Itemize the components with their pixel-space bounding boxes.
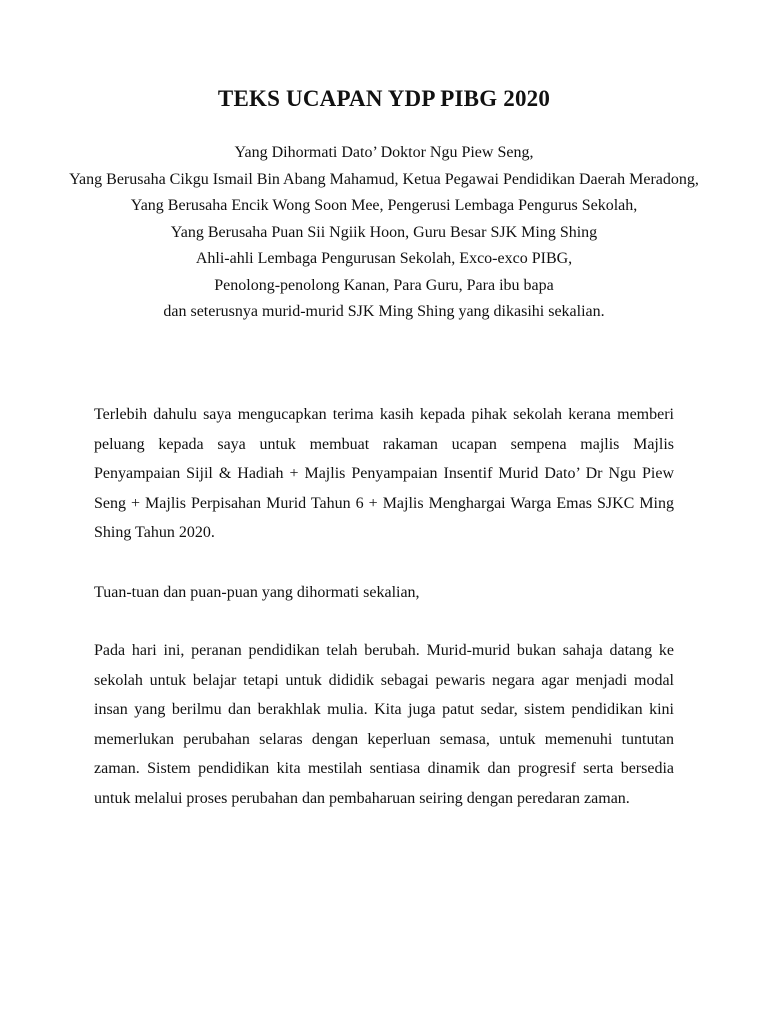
greeting-line: Penolong-penolong Kanan, Para Guru, Para ibu bapa (214, 276, 554, 294)
document-title: TEKS UCAPAN YDP PIBG 2020 (217, 86, 551, 111)
paragraph-education: Pada hari ini, peranan pendidikan telah berubah. Murid-murid bukan sahaja datang ke sekolah untuk belajar tetapi untuk dididik sebagai pewaris negara agar menjadi modal insan yang berilmu dan berakhlak mulia. Kita juga patut sedar, sistem pendidikan kini memerlukan perubahan selaras dengan keperluan semasa, untuk memenuhi tuntutan zaman. Sistem pendidikan kita mestilah sentiasa dinamik dan progresif serta bersedia untuk melalui proses perubahan dan pembaharuan seiring dengan peredaran zaman. (94, 642, 674, 807)
paragraph-thanks: Terlebih dahulu saya mengucapkan terima kasih kepada pihak sekolah kerana memberi peluang kepada saya untuk membuat rakaman ucapan sempena majlis Majlis Penyampaian Sijil & Hadiah + Majlis Penyampaian Insentif Murid Dato’ Dr Ngu Piew Seng + Majlis Perpisahan Murid Tahun 6 + Majlis Menghargai Warga Emas SJKC Ming Shing Tahun 2020. (94, 406, 674, 542)
greeting-line: Yang Dihormati Dato’ Doktor Ngu Piew Seng, (234, 144, 534, 161)
paragraph-address: Tuan-tuan dan puan-puan yang dihormati sekalian, (94, 584, 420, 601)
greeting-line: dan seterusnya murid-murid SJK Ming Shing yang dikasihi sekalian. (163, 303, 605, 320)
greeting-line: Yang Berusaha Encik Wong Soon Mee, Pengerusi Lembaga Pengurus Sekolah, (130, 197, 638, 214)
greeting-line: Ahli-ahli Lembaga Pengurusan Sekolah, Exco-exco PIBG, (195, 250, 573, 267)
greeting-line: Yang Berusaha Puan Sii Ngiik Hoon, Guru Besar SJK Ming Shing (170, 223, 598, 241)
greeting-line: Yang Berusaha Cikgu Ismail Bin Abang Mahamud, Ketua Pegawai Pendidikan Daerah Meradong, (69, 170, 699, 188)
greetings-block (60, 140, 708, 326)
